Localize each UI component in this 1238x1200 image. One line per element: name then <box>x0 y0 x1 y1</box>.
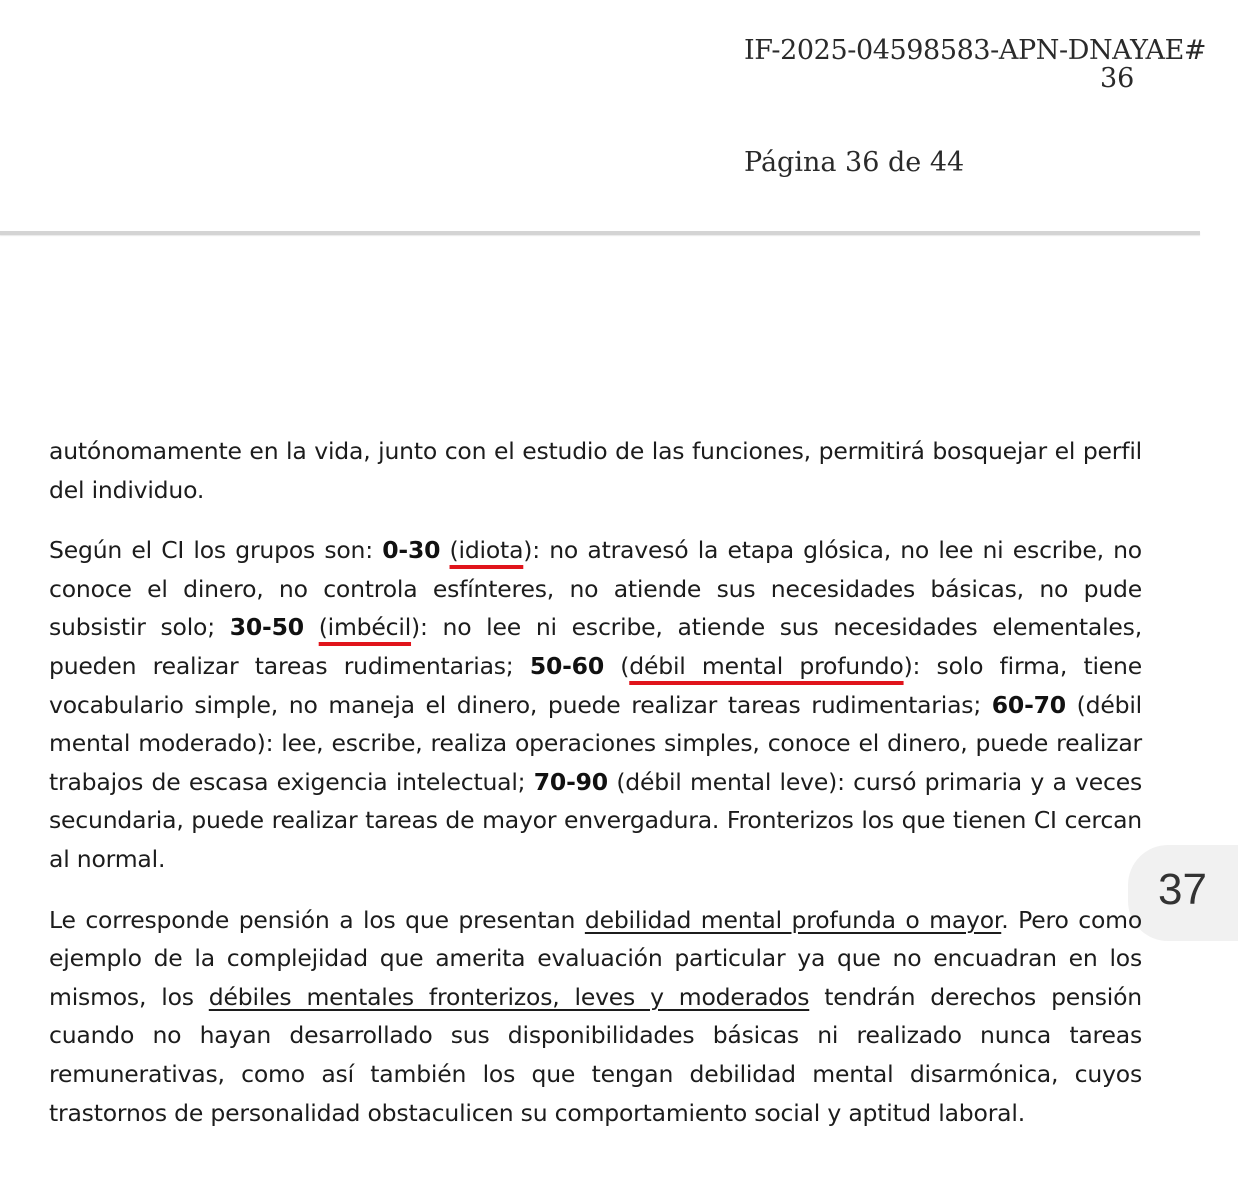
text-segment: (débil mental leve): cursó primaria y a veces secundaria, puede realizar tareas de mayor envergadura. Fronterizos los que tienen CI cercan al normal. <box>49 767 1143 873</box>
document-body <box>49 432 1142 1154</box>
paragraph-3 <box>49 901 1142 1133</box>
highlighted-term-imbecil: (imbécil <box>318 613 412 642</box>
highlighted-term-debil-mental-profundo: débil mental profundo <box>629 651 904 680</box>
text-segment <box>440 536 449 564</box>
text-segment: ): no atravesó la etapa glósica, no lee ni escribe, no conoce el dinero, no controla esfínteres, no atiende sus necesidades básicas, no pude subsistir solo; <box>49 536 1142 642</box>
highlighted-term-idiota: (idiota <box>449 536 524 565</box>
ci-range-50-60: 50-60 <box>529 651 604 680</box>
underlined-phrase: débiles mentales fronterizos, leves y moderados <box>208 982 810 1011</box>
ci-range-70-90: 70-90 <box>533 767 608 796</box>
page-count: Página 36 de 44 <box>744 147 965 178</box>
text-segment: tendrán derechos pensión cuando no hayan desarrollado sus disponibilidades básicas ni realizado nunca tareas remunerativas, como así también los que tengan debilidad mental disarmónica, cuyos trastornos de personalidad obstaculicen su comportamiento social y aptitud laboral. <box>49 982 1143 1127</box>
ci-range-0-30: 0-30 <box>382 536 441 565</box>
next-page-tab[interactable] <box>1128 845 1238 941</box>
underlined-phrase: debilidad mental profunda o mayor <box>584 905 1002 934</box>
text-segment <box>304 613 319 641</box>
ci-range-30-50: 30-50 <box>229 613 304 642</box>
text-segment: (débil mental moderado): lee, escribe, realiza operaciones simples, conoce el dinero, puede realizar trabajos de escasa exigencia intelectual; <box>49 690 1142 796</box>
paragraph-2 <box>49 531 1142 878</box>
text-segment: Según el CI los grupos son: <box>49 536 383 565</box>
next-page-label: 37 <box>1158 865 1207 914</box>
document-id: IF-2025-04598583-APN-DNAYAE# <box>744 35 1207 66</box>
paragraph-1: autónomamente en la vida, junto con el estudio de las funciones, permitirá bosquejar el perfil del individuo. <box>49 437 1142 504</box>
text-segment: . Pero como ejemplo de la complejidad que amerita evaluación particular ya que no encuadran en los mismos, los <box>49 905 1143 1011</box>
text-segment: ( <box>603 651 630 680</box>
text-segment: Le corresponde pensión a los que presentan <box>49 905 585 934</box>
text-segment: ): no lee ni escribe, atiende sus necesidades elementales, pueden realizar tareas rudimentarias; <box>49 613 1142 680</box>
page-divider <box>0 231 1200 235</box>
text-segment: ): solo firma, tiene vocabulario simple, no maneja el dinero, puede realizar tareas rudimentarias; <box>49 651 1142 719</box>
ci-range-60-70: 60-70 <box>991 690 1066 719</box>
document-number: 36 <box>1100 63 1135 94</box>
